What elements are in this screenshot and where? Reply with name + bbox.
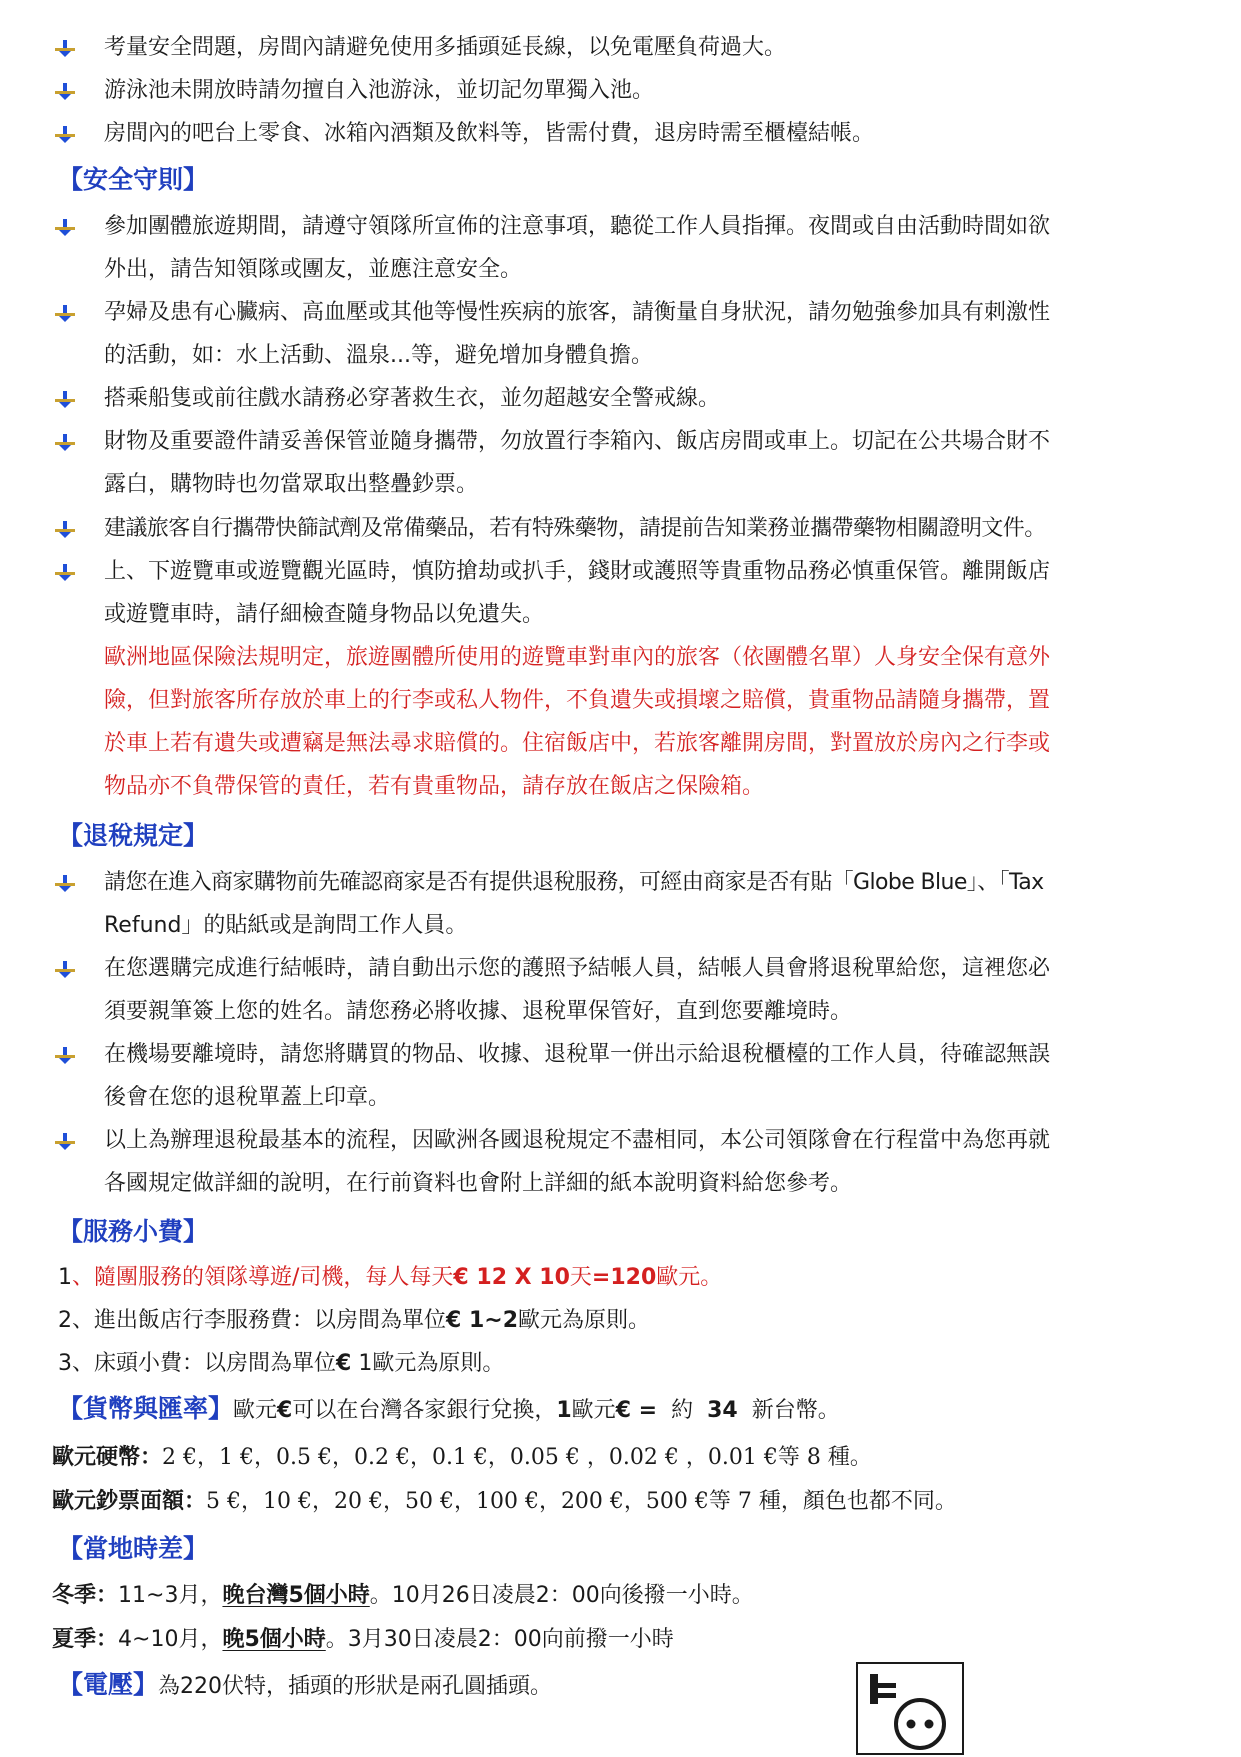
arrow-bullet-icon [52, 1119, 92, 1162]
tip-item-bedside: 3、床頭小費：以房間為單位€ 1歐元為原則。 [58, 1351, 505, 1376]
list-item: 考量安全問題，房間內請避免使用多插頭延長線，以免電壓負荷過大。 [52, 26, 1201, 69]
arrow-bullet-icon [52, 69, 92, 112]
arrow-bullet-icon [52, 947, 92, 990]
list-item: 游泳池未開放時請勿擅自入池游泳，並切記勿單獨入池。 [52, 69, 1201, 112]
two-pin-plug-icon [856, 1662, 964, 1755]
list-item: 以上為辦理退稅最基本的流程，因歐洲各國退稅規定不盡相同，本公司領隊會在行程當中為您再就 各國規定做詳細的說明，在行前資料也會附上詳細的紙本說明資料給您參考。 [52, 1119, 1201, 1205]
voltage-line: 【電壓】為220伏特，插頭的形狀是兩孔圓插頭。 [58, 1670, 553, 1699]
arrow-bullet-icon [52, 550, 92, 593]
list-item: 房間內的吧台上零食、冰箱內酒類及飲料等，皆需付費，退房時需至櫃檯結帳。 [52, 112, 1201, 155]
banknotes-line: 歐元鈔票面額：5 €，10 €，20 €，50 €，100 €，200 €，500 €等 7 種，顏色也都不同。 [52, 1489, 957, 1514]
list-item: 上、下遊覽車或遊覽觀光區時，慎防搶劫或扒手，錢財或護照等貴重物品務必慎重保管。離開飯店 或遊覽車時，請仔細檢查隨身物品以免遺失。 [52, 550, 1201, 636]
plug-drawing [858, 1664, 962, 1753]
tip-item-guide: 1、隨團服務的領隊導遊/司機，每人每天€ 12 X 10天=120歐元。 [58, 1265, 723, 1290]
arrow-bullet-icon [52, 861, 92, 904]
summer-time-line: 夏季：4~10月，晚5個小時。3月30日凌晨2：00向前撥一小時 [52, 1627, 674, 1652]
list-item: 孕婦及患有心臟病、高血壓或其他等慢性疾病的旅客，請衡量自身狀況，請勿勉強參加具有刺激性 的活動，如：水上活動、溫泉...等，避免增加身體負擔。 [52, 291, 1201, 377]
section-heading-tax-refund: 【退稅規定】 [58, 821, 209, 850]
list-item: 在機場要離境時，請您將購買的物品、收據、退稅單一併出示給退稅櫃檯的工作人員，待確認無誤 後會在您的退稅單蓋上印章。 [52, 1033, 1201, 1119]
list-item: 在您選購完成進行結帳時，請自動出示您的護照予結帳人員，結帳人員會將退稅單給您，這裡您必 須要親筆簽上您的姓名。請您務必將收據、退稅單保管好，直到您要離境時。 [52, 947, 1201, 1033]
list-item: 參加團體旅遊期間，請遵守領隊所宣佈的注意事項，聽從工作人員指揮。夜間或自由活動時間如欲 外出，請告知領隊或團友，並應注意安全。 [52, 205, 1201, 291]
section-heading-time: 【當地時差】 [58, 1534, 209, 1563]
arrow-bullet-icon [52, 112, 92, 155]
currency-line: 【貨幣與匯率】歐元€可以在台灣各家銀行兌換，1歐元€ = 約 34 新台幣。 [58, 1394, 840, 1423]
list-item: 建議旅客自行攜帶快篩試劑及常備藥品，若有特殊藥物，請提前告知業務並攜帶藥物相關證明文件。 [52, 507, 1201, 550]
arrow-bullet-icon [52, 205, 92, 248]
arrow-bullet-icon [52, 291, 92, 334]
list-item: 搭乘船隻或前往戲水請務必穿著救生衣，並勿超越安全警戒線。 [52, 377, 1201, 420]
arrow-bullet-icon [52, 1033, 92, 1076]
arrow-bullet-icon [52, 420, 92, 463]
winter-time-line: 冬季：11~3月，晚台灣5個小時。10月26日凌晨2：00向後撥一小時。 [52, 1583, 754, 1608]
section-heading-safety: 【安全守則】 [58, 165, 209, 194]
list-item: 請您在進入商家購物前先確認商家是否有提供退稅服務，可經由商家是否有貼「Globe Blue」、「Tax Refund」的貼紙或是詢問工作人員。 [52, 861, 1201, 947]
insurance-note: 歐洲地區保險法規明定，旅遊團體所使用的遊覽車對車內的旅客（依團體名單）人身安全保有意外 險，但對旅客所存放於車上的行李或私人物件，不負遺失或損壞之賠償，貴重物品請隨身攜帶，置 於車上若有遺失或遭竊是無法尋求賠償的。住宿飯店中，若旅客離開房間，對置放於房內之行李或 物品亦不負帶保管的責任，若有貴重物品，請存放在飯店之保險箱。 [104, 645, 1051, 799]
list-item: 財物及重要證件請妥善保管並隨身攜帶，勿放置行李箱內、飯店房間或車上。切記在公共場合財不 露白，購物時也勿當眾取出整疊鈔票。 [52, 420, 1201, 506]
section-heading-tips: 【服務小費】 [58, 1217, 209, 1246]
arrow-bullet-icon [52, 507, 92, 550]
tip-item-luggage: 2、進出飯店行李服務費：以房間為單位€ 1~2歐元為原則。 [58, 1308, 651, 1333]
arrow-bullet-icon [52, 377, 92, 420]
coins-line: 歐元硬幣：2 €，1 €，0.5 €，0.2 €，0.1 €，0.05 € ，0.02 € ，0.01 €等 8 種。 [52, 1445, 872, 1470]
arrow-bullet-icon [52, 26, 92, 69]
